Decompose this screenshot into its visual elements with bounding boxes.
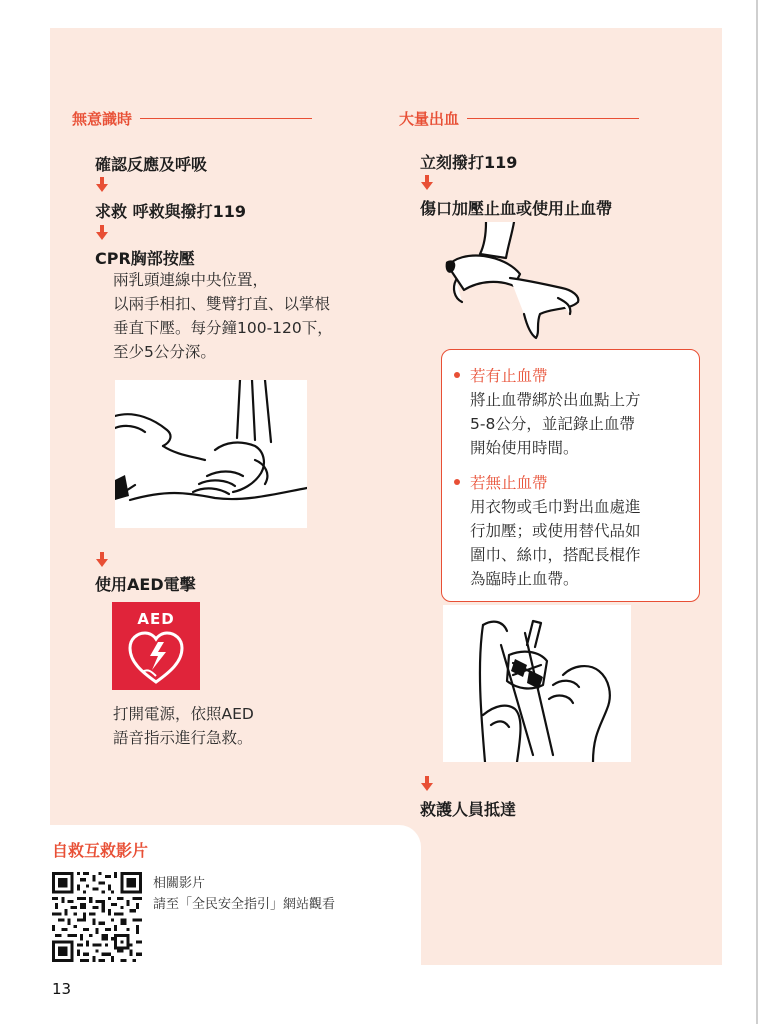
bullet-dot xyxy=(454,372,460,378)
tourniquet-no-text xyxy=(470,495,695,591)
tourniquet-illustration xyxy=(443,605,631,762)
tourniquet-yes-title: 若有止血帶 xyxy=(470,367,548,385)
text-line: 將止血帶綁於出血點上方 xyxy=(470,391,641,409)
tourniquet-image xyxy=(443,605,631,762)
text-line: 為臨時止血帶。 xyxy=(470,570,579,588)
step-aed: 使用AED電擊 xyxy=(95,575,196,594)
step-check-response: 確認反應及呼吸 xyxy=(95,155,208,174)
cpr-line: 至少5公分深。 xyxy=(113,343,216,361)
cpr-illustration xyxy=(115,380,307,528)
cpr-line: 兩乳頭連線中央位置， xyxy=(113,271,269,289)
pressure-hands-image xyxy=(440,222,585,342)
aed-description xyxy=(113,702,254,750)
text-line: 行加壓；或使用替代品如 xyxy=(470,522,641,540)
text-line: 開始使用時間。 xyxy=(470,439,579,457)
down-arrow-icon xyxy=(96,177,108,193)
unconscious-heading-text: 無意識時 xyxy=(72,110,133,128)
aed-line: 打開電源，依照AED xyxy=(113,705,254,723)
down-arrow-icon xyxy=(96,225,108,241)
text-line: 5-8公分，並記錄止血帶 xyxy=(470,415,635,433)
tourniquet-yes-text xyxy=(470,388,695,460)
step-call-help: 求救 呼救與撥打119 xyxy=(95,202,246,221)
down-arrow-icon xyxy=(421,776,433,792)
aed-logo xyxy=(112,602,200,690)
step-call-119: 立刻撥打119 xyxy=(420,153,518,172)
down-arrow-icon xyxy=(96,552,108,568)
qr-code-icon[interactable] xyxy=(52,872,142,962)
bleeding-heading-text: 大量出血 xyxy=(399,110,460,128)
tourniquet-no-title: 若無止血帶 xyxy=(470,474,548,492)
tourniquet-info-box xyxy=(441,349,700,602)
page-edge xyxy=(756,0,758,1024)
heading-rule xyxy=(467,118,639,119)
cpr-line: 以兩手相扣、雙臂打直、以掌根 xyxy=(113,295,331,313)
aed-line: 語音指示進行急救。 xyxy=(113,729,253,747)
step-apply-pressure: 傷口加壓止血或使用止血帶 xyxy=(420,199,613,218)
heading-rule xyxy=(140,118,312,119)
video-title: 自救互救影片 xyxy=(52,841,149,860)
page-number: 13 xyxy=(52,980,72,998)
aed-logo-text: AED xyxy=(137,610,175,628)
bullet-dot xyxy=(454,479,460,485)
bleeding-heading xyxy=(399,108,639,129)
text-line: 圍巾、絲巾，搭配長棍作 xyxy=(470,546,641,564)
down-arrow-icon xyxy=(421,175,433,191)
text-line: 用衣物或毛巾對出血處進 xyxy=(470,498,641,516)
cpr-hands-image xyxy=(115,380,307,528)
step-rescuers-arrive: 救護人員抵達 xyxy=(420,800,517,819)
step-cpr: CPR胸部按壓 xyxy=(95,249,195,268)
video-related-label: 相關影片 xyxy=(153,876,206,891)
cpr-description xyxy=(113,268,333,364)
cpr-line: 垂直下壓。每分鐘100-120下， xyxy=(113,319,333,337)
unconscious-heading xyxy=(72,108,312,129)
heart-bolt-icon xyxy=(112,602,200,690)
video-instruction: 請至「全民安全指引」網站觀看 xyxy=(153,897,336,912)
pressure-illustration xyxy=(440,222,585,342)
